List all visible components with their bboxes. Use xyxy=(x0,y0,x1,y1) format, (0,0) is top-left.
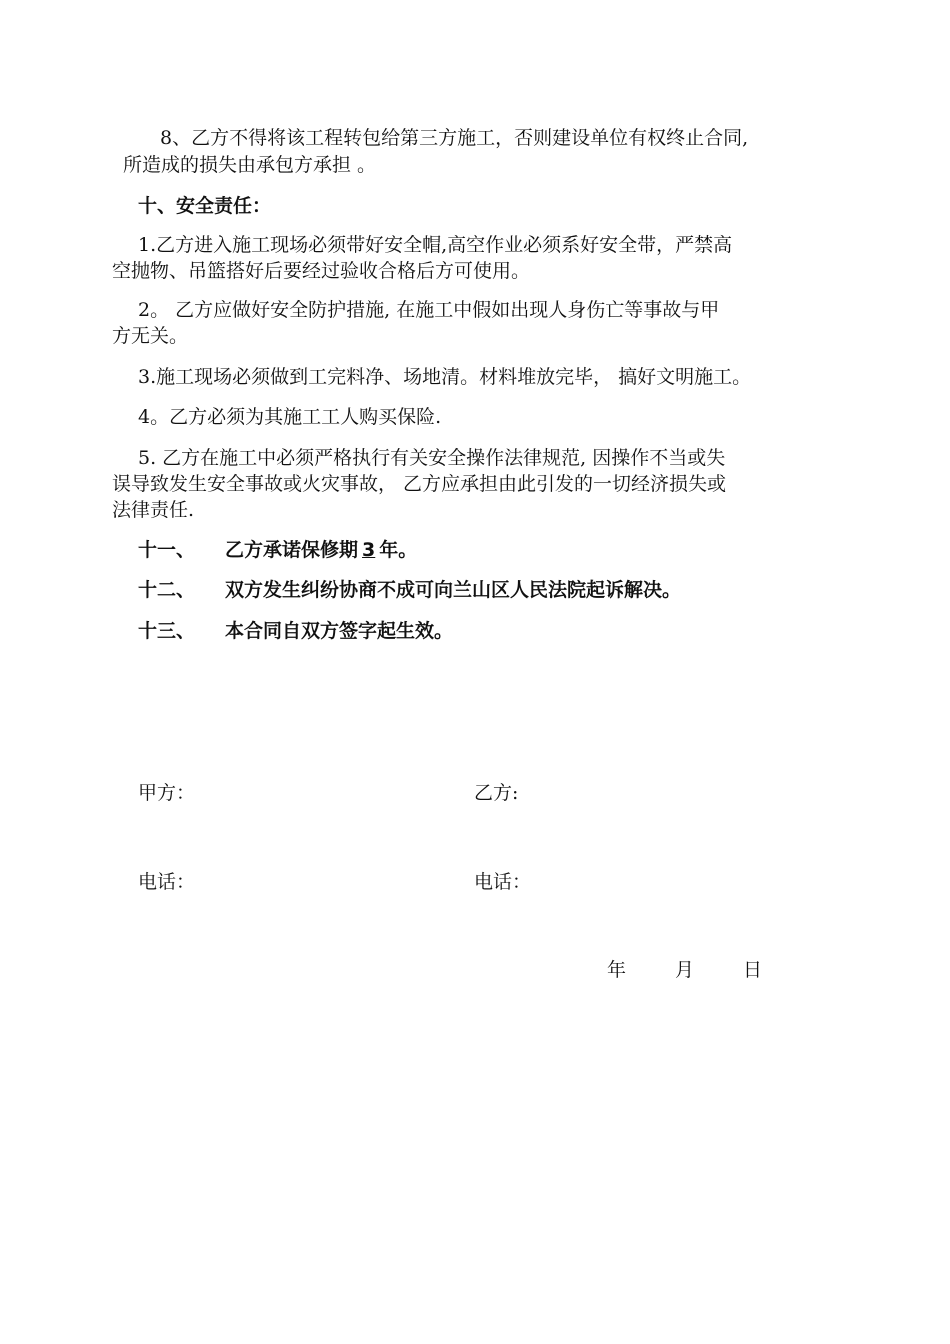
clause-8-line1: 8、乙方不得将该工程转包给第三方施工，否则建设单位有权终止合同, xyxy=(160,127,749,149)
safety-item-4: 4。乙方必须为其施工工人购买保险. xyxy=(138,406,442,428)
party-b-phone-label: 电话： xyxy=(474,871,532,893)
date-year: 年 xyxy=(607,959,627,981)
section-12-number: 十二、 xyxy=(138,579,196,601)
safety-item-5-line2: 误导致发生安全事故或火灾事故， 乙方应承担由此引发的一切经济损失或 xyxy=(112,473,727,495)
clause-8-line2: 所造成的损失由承包方承担 。 xyxy=(123,154,377,176)
section-13-number: 十三、 xyxy=(138,620,196,642)
warranty-years: 3 xyxy=(362,539,376,561)
safety-item-3: 3.施工现场必须做到工完料净、场地清。材料堆放完毕， 搞好文明施工。 xyxy=(138,366,752,388)
safety-item-2-line1: 2。 乙方应做好安全防护措施, 在施工中假如出现人身伤亡等事故与甲 xyxy=(138,299,720,321)
section-12-text: 双方发生纠纷协商不成可向兰山区人民法院起诉解决。 xyxy=(225,579,682,601)
date-day: 日 xyxy=(743,959,763,981)
section-12 xyxy=(138,577,681,603)
safety-item-1-line2: 空抛物、吊篮搭好后要经过验收合格后方可使用。 xyxy=(112,260,531,282)
section-11-number: 十一、 xyxy=(138,539,196,561)
party-a-label: 甲方： xyxy=(138,782,196,804)
date-month: 月 xyxy=(675,959,695,981)
section-11 xyxy=(138,537,417,563)
safety-item-5-line1: 5. 乙方在施工中必须严格执行有关安全操作法律规范, 因操作不当或失 xyxy=(138,447,726,469)
safety-item-1-line1: 1.乙方进入施工现场必须带好安全帽,高空作业必须系好安全带，严禁高 xyxy=(138,234,733,256)
section-11-text-after: 年。 xyxy=(379,539,418,561)
safety-item-2-line2: 方无关。 xyxy=(112,325,189,347)
party-a-phone-label: 电话： xyxy=(138,871,196,893)
safety-item-5-line3: 法律责任. xyxy=(112,499,195,521)
section-13 xyxy=(138,618,453,644)
section-10-heading: 十、安全责任： xyxy=(138,195,272,217)
section-11-text-before: 乙方承诺保修期 xyxy=(225,539,359,561)
party-b-label: 乙方: xyxy=(474,782,519,804)
section-13-text: 本合同自双方签字起生效。 xyxy=(225,620,454,642)
